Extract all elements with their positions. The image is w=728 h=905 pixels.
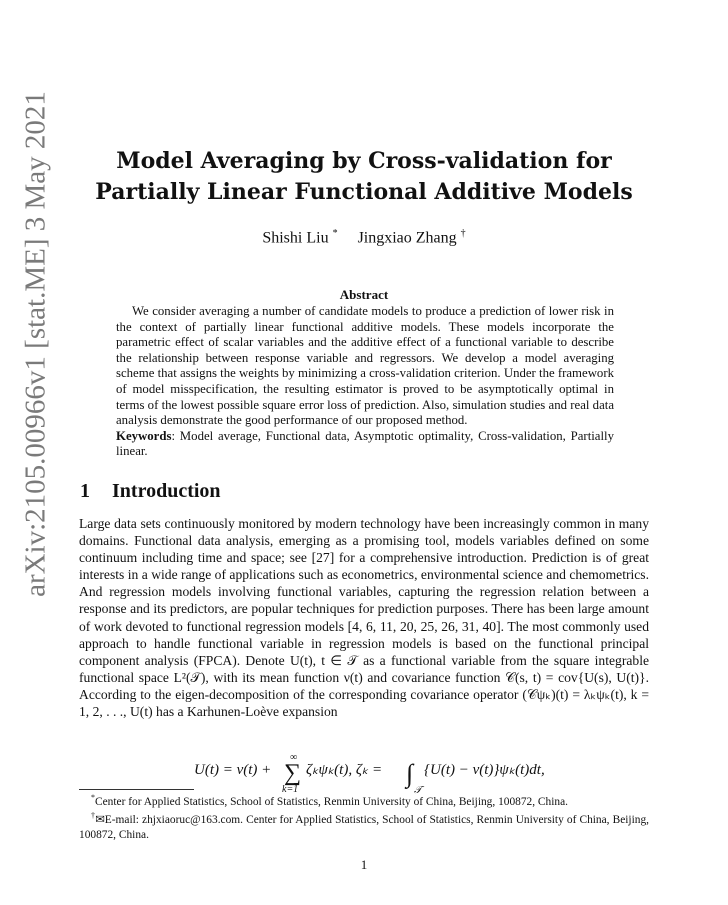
footnote-2-mark: †: [91, 811, 96, 821]
author-footnote-mark: *: [332, 228, 338, 239]
keywords-list: : Model average, Functional data, Asymptotic optimality, Cross-validation, Partially linear.: [116, 428, 614, 459]
abstract-heading: Abstract: [339, 287, 389, 302]
eq-lhs: U(t) = ν(t) +: [194, 762, 272, 778]
footnote-1-text: Center for Applied Statistics, School of Statistics, Renmin University of China, Beijing, 100872, China.: [95, 795, 568, 808]
eq-sum-lower: k=1: [282, 784, 299, 795]
keywords: [116, 429, 614, 460]
eq-rhs: {U(t) − ν(t)}ψₖ(t)dt,: [424, 762, 545, 778]
author-name: Shishi Liu: [262, 229, 329, 247]
section-title: Introduction: [112, 480, 221, 502]
footnote-1-mark: *: [91, 793, 95, 802]
abstract-text: We consider averaging a number of candidate models to produce a prediction of lower risk in the context of partially linear functional additive models. These models incorporate the parametric effect of scalar variables and the additive effect of a functional variable to describe the relationship between response variable and regressors. We develop a model averaging scheme that assigns the weights by minimizing a cross-validation criterion. Under the framework of model misspecification, the resulting estimator is proved to be asymptotically optimal in terms of the lowest possible square error loss of prediction. Also, simulation studies and real data analysis demonstrate the good performance of our proposed method.: [116, 304, 614, 428]
arxiv-sidebar: [14, 91, 58, 597]
section-number: 1: [80, 480, 90, 502]
section-heading: [80, 480, 221, 503]
author-name: Jingxiao Zhang: [357, 229, 457, 247]
footnote-2: [79, 809, 649, 842]
eq-sum-symbol: ∑: [284, 760, 302, 786]
page-number: 1: [360, 857, 368, 872]
author-list: [60, 228, 668, 247]
title-line-1: Model Averaging by Cross-validation for: [116, 148, 612, 174]
author-footnote-mark: †: [460, 228, 466, 239]
footnote-rule: [79, 789, 194, 790]
keywords-label: Keywords: [116, 428, 172, 443]
intro-body: [79, 515, 649, 720]
eq-integral-domain: 𝒯: [414, 785, 422, 796]
envelope-icon: ✉: [95, 814, 105, 827]
footnote-2-text: E-mail: zhjxiaoruc@163.com. Center for Applied Statistics, School of Statistics, Renmin University of China, Beijing, 100872, China.: [79, 814, 650, 841]
eq-integral-symbol: ∫: [406, 759, 414, 788]
paper-title: [60, 146, 668, 208]
arxiv-identifier: arXiv:2105.00966v1 [stat.ME] 3 May 2021: [19, 91, 52, 597]
footnote-1: [79, 791, 649, 809]
footnotes: [79, 791, 649, 842]
eq-mid: ζₖψₖ(t), ζₖ =: [306, 762, 383, 778]
intro-paragraph: Large data sets continuously monitored by modern technology have been increasingly common in many domains. Functional data analysis, emerging as a promising tool, models variables defined on some continuum including time and space; see [27] for a comprehensive introduction. Prediction is of great interests in a wide range of applications such as econometrics, environmental science and chemometrics. And regression models involving functional variables, capturing the regression relation between a response and its predictors, are popular techniques for prediction purposes. There has been large amount of work devoted to functional regression models [4, 6, 11, 20, 25, 26, 31, 40]. The most commonly used approach to handle functional variable in regression models is based on the functional principal component analysis (FPCA). Denote U(t), t ∈ 𝒯 as a functional variable from the square integrable functional space L²(𝒯), with its mean function ν(t) and covariance function 𝒞(s, t) = cov{U(s), U(t)}. According to the eigen-decomposition of the corresponding covariance operator (𝒞ψₖ)(t) = λₖψₖ(t), k = 1, 2, . . ., U(t) has a Karhunen-Loève expansion: [79, 516, 649, 720]
abstract: [116, 304, 614, 460]
title-line-2: Partially Linear Functional Additive Models: [95, 179, 633, 205]
eq-sum-upper: ∞: [290, 752, 298, 763]
